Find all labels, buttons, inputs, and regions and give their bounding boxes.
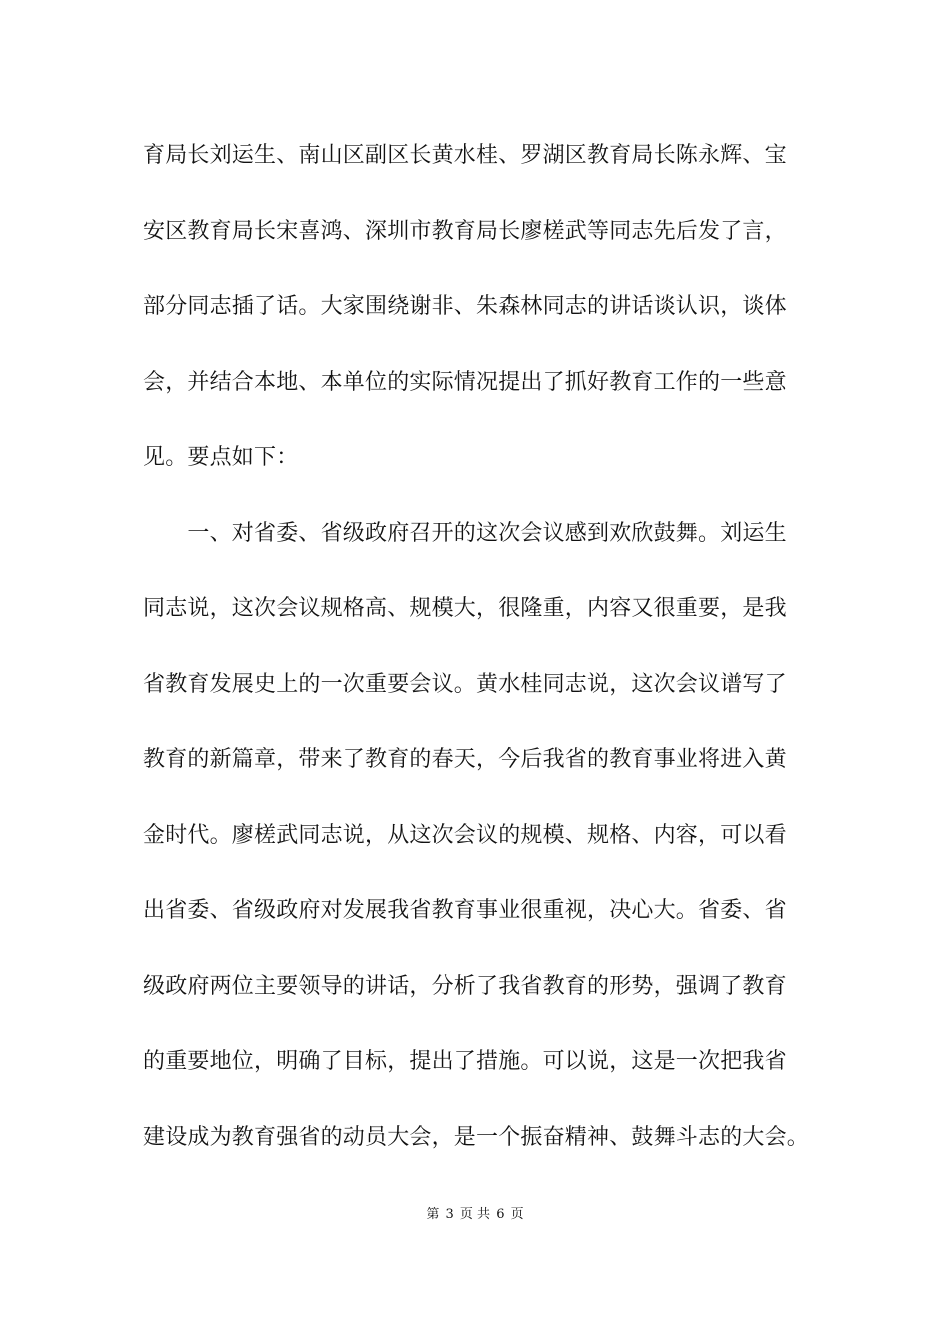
text-line: 的重要地位，明确了目标，提出了措施。可以说，这是一次把我省 [143,1049,787,1074]
text-line: 育局长刘运生、南山区副区长黄水桂、罗湖区教育局长陈永辉、宝 [143,143,787,168]
text-line: 建设成为教育强省的动员大会，是一个振奋精神、鼓舞斗志的大会。 [143,1125,810,1150]
text-line: 金时代。廖槎武同志说，从这次会议的规模、规格、内容，可以看 [143,823,787,848]
text-line: 同志说，这次会议规格高、规模大，很隆重，内容又很重要，是我 [143,596,787,621]
text-line: 省教育发展史上的一次重要会议。黄水桂同志说，这次会议谱写了 [143,672,787,697]
total-page-number: 6 [496,1207,505,1222]
footer-prefix: 第 [426,1207,440,1222]
current-page-number: 3 [445,1207,454,1222]
footer-suffix: 页 [510,1207,524,1222]
footer-middle: 页 共 [459,1207,491,1222]
page-footer [0,1207,950,1223]
text-line: 部分同志插了话。大家围绕谢非、朱森林同志的讲话谈认识，谈体 [143,294,787,319]
text-line: 教育的新篇章，带来了教育的春天，今后我省的教育事业将进入黄 [143,747,787,772]
text-line: 见。要点如下： [143,445,299,470]
text-line: 会，并结合本地、本单位的实际情况提出了抓好教育工作的一些意 [143,370,787,395]
text-line: 级政府两位主要领导的讲话，分析了我省教育的形势，强调了教育 [143,974,787,999]
text-line: 一、对省委、省级政府召开的这次会议感到欢欣鼓舞。刘运生 [143,521,787,546]
text-line: 安区教育局长宋喜鸿、深圳市教育局长廖槎武等同志先后发了言， [143,219,787,244]
text-line: 出省委、省级政府对发展我省教育事业很重视，决心大。省委、省 [143,898,787,923]
